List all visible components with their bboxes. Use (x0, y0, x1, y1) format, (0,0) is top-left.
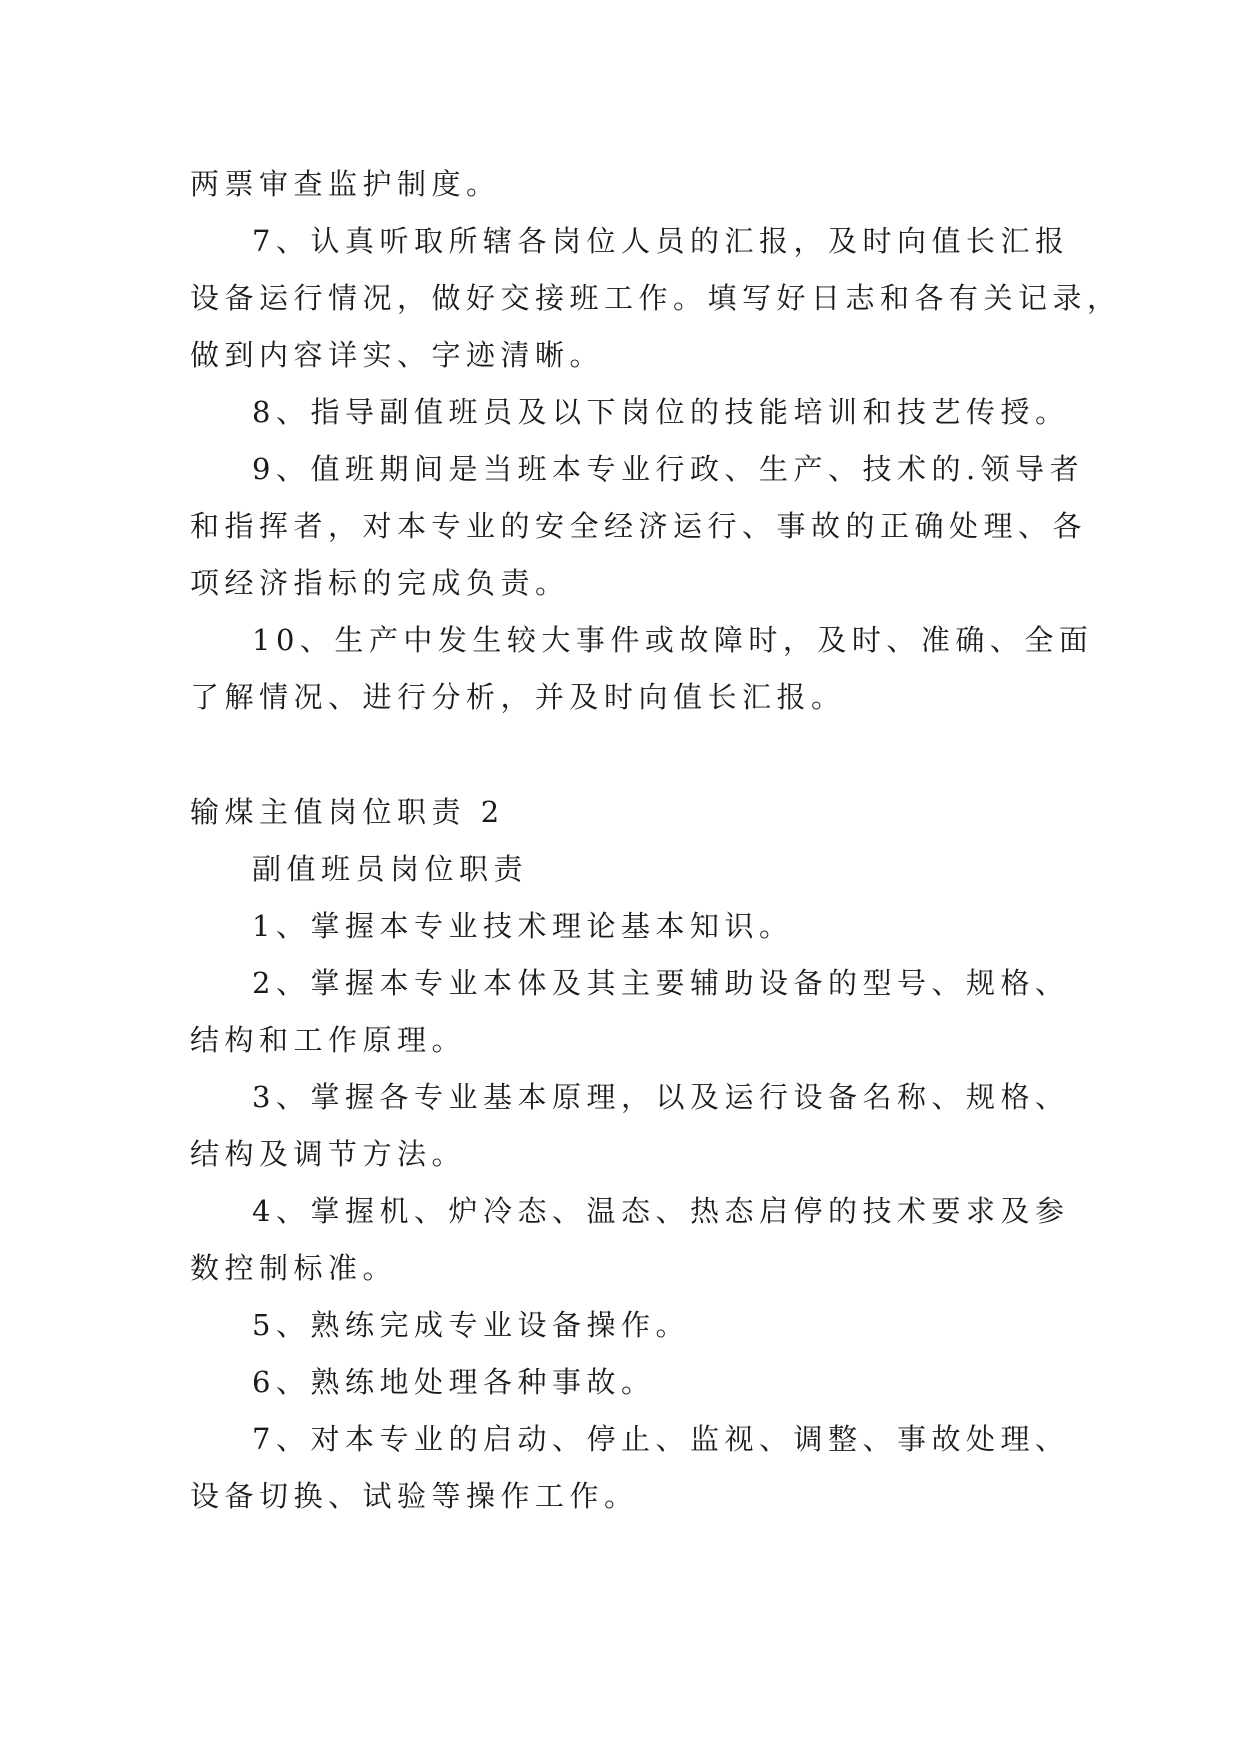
paragraph-line: 10、生产中发生较大事件或故障时，及时、准确、全面 (252, 623, 1094, 657)
paragraph-line: 结构和工作原理。 (190, 1023, 467, 1057)
section-subheading: 副值班员岗位职责 (252, 852, 529, 886)
section-heading: 输煤主值岗位职责 2 (190, 795, 505, 829)
paragraph-line: 3、掌握各专业基本原理，以及运行设备名称、规格、 (252, 1080, 1070, 1114)
paragraph-line: 设备切换、试验等操作工作。 (190, 1479, 639, 1513)
paragraph-line: 2、掌握本专业本体及其主要辅助设备的型号、规格、 (252, 966, 1070, 1000)
paragraph-line: 两票审查监护制度。 (190, 167, 501, 201)
paragraph-line: 7、对本专业的启动、停止、监视、调整、事故处理、 (252, 1422, 1070, 1456)
paragraph-line: 结构及调节方法。 (190, 1137, 467, 1171)
paragraph-line: 1、掌握本专业技术理论基本知识。 (252, 909, 794, 943)
paragraph-line: 6、熟练地处理各种事故。 (252, 1365, 656, 1399)
paragraph-line: 数控制标准。 (190, 1251, 398, 1285)
paragraph-line: 4、掌握机、炉冷态、温态、热态启停的技术要求及参 (252, 1194, 1070, 1228)
paragraph-line: 9、值班期间是当班本专业行政、生产、技术的.领导者 (252, 452, 1085, 486)
paragraph-line: 8、指导副值班员及以下岗位的技能培训和技艺传授。 (252, 395, 1070, 429)
paragraph-line: 了解情况、进行分析，并及时向值长汇报。 (190, 680, 846, 714)
paragraph-line: 做到内容详实、字迹清晰。 (190, 338, 605, 372)
paragraph-line: 5、熟练完成专业设备操作。 (252, 1308, 690, 1342)
paragraph-line: 设备运行情况，做好交接班工作。填写好日志和各有关记录， (190, 281, 1122, 315)
paragraph-line: 7、认真听取所辖各岗位人员的汇报，及时向值长汇报 (252, 224, 1070, 258)
paragraph-line: 和指挥者，对本专业的安全经济运行、事故的正确处理、各 (190, 509, 1088, 543)
paragraph-line: 项经济指标的完成负责。 (190, 566, 570, 600)
